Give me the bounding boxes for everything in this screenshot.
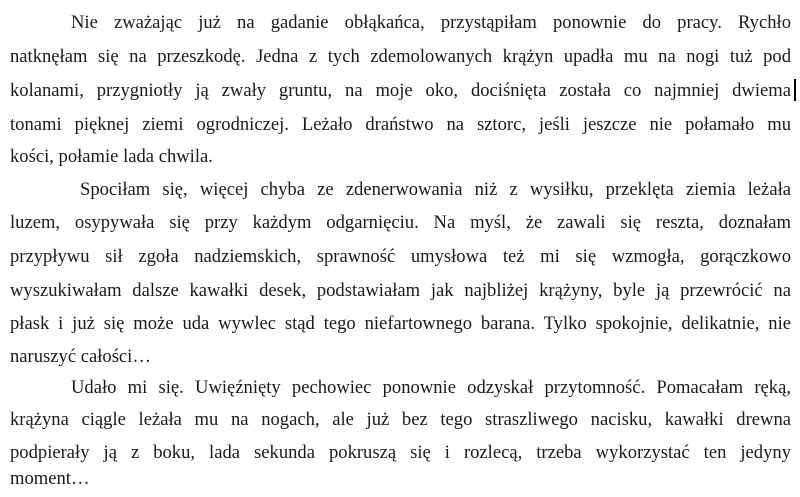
paragraph-2-line-1: Spociłam się, więcej chyba ze zdenerwowania niż z wysiłku, przeklęta ziemia leżała [80,179,791,200]
paragraph-1-line-5: kości, połamie lada chwila. [10,146,213,167]
paragraph-2-line-3: przypływu sił zgoła nadziemskich, sprawność umysłowa też mi się wzmogła, gorączkowo [10,246,791,267]
paragraph-1-line-2: natknęłam się na przeszkodę. Jedna z tych zdemolowanych krążyn upadła mu na nogi tuż pod [10,46,791,67]
paragraph-1-line-4: tonami pięknej ziemi ogrodniczej. Leżało draństwo na sztorc, jeśli jeszcze nie połamało mu [10,114,791,135]
paragraph-2-line-2: luzem, osypywała się przy każdym odgarnięciu. Na myśl, że zawali się reszta, doznałam [10,212,791,233]
paragraph-2-line-4: wyszukiwałam dalsze kawałki desek, podstawiałam jak najbliżej krążyny, byle ją przewrócić na [10,280,791,301]
paragraph-3-line-2: krążyna ciągle leżała mu na nogach, ale już bez tego straszliwego nacisku, kawałki drewna [10,409,791,430]
paragraph-1-line-3: kolanami, przygniotły ją zwały gruntu, na moje oko, dociśnięta została co najmniej dwiema [10,80,791,101]
text-cursor [794,79,796,101]
paragraph-2-line-6: naruszyć całości… [10,346,151,367]
paragraph-1-line-1: Nie zważając już na gadanie obłąkańca, przystąpiłam ponownie do pracy. Rychło [71,12,791,33]
paragraph-3-line-1: Udało mi się. Uwięźnięty pechowiec ponownie odzyskał przytomność. Pomacałam ręką, [71,377,791,398]
paragraph-3-line-3: podpierały ją z boku, lada sekunda pokruszą się i rozlecą, trzeba wykorzystać ten jedyny [10,442,791,463]
paragraph-3-line-4: moment… [10,468,90,489]
paragraph-2-line-5: płask i już się może uda wywlec stąd tego niefartownego barana. Tylko spokojnie, delikatnie, nie [10,313,791,334]
